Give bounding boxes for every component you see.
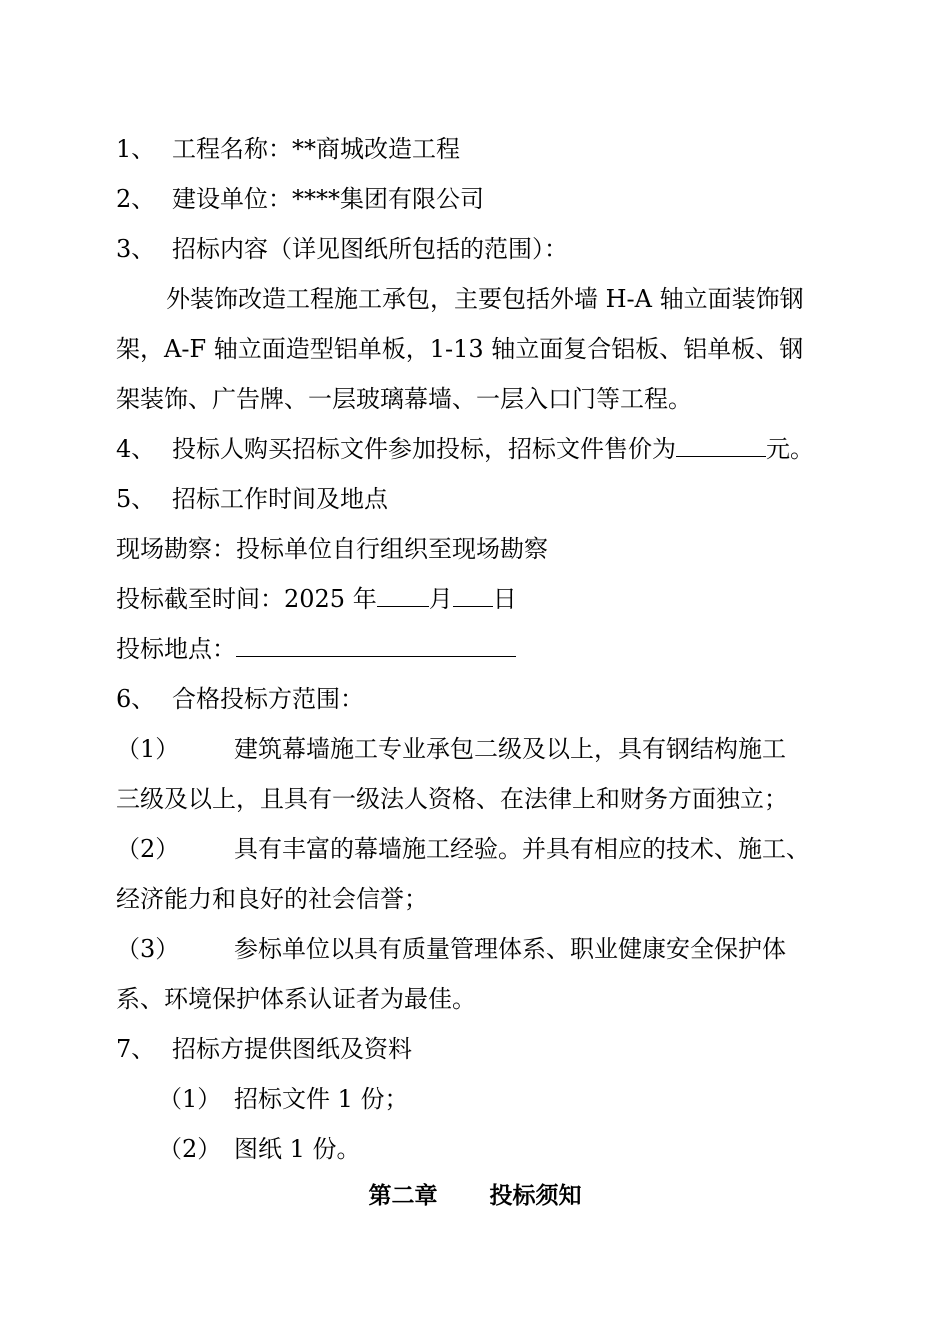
sub-number: （3） bbox=[116, 935, 180, 963]
item-text: 建设单位：****集团有限公司 bbox=[172, 185, 484, 213]
deadline-prefix: 投标截至时间：2025 年 bbox=[116, 585, 377, 613]
place-blank bbox=[236, 634, 516, 657]
item-text: 招标方提供图纸及资料 bbox=[172, 1035, 412, 1063]
chapter-number: 第二章 bbox=[368, 1183, 438, 1209]
price-blank bbox=[676, 434, 766, 457]
item-number: 5、 bbox=[116, 485, 156, 513]
item-text-suffix: 元。 bbox=[766, 435, 814, 463]
item-number: 7、 bbox=[116, 1035, 156, 1063]
item-text: 投标人购买招标文件参加投标，招标文件售价为 bbox=[172, 435, 676, 463]
sub-number: （2） bbox=[116, 835, 180, 863]
item-number: 6、 bbox=[116, 685, 156, 713]
item-number: 4、 bbox=[116, 435, 156, 463]
item-number: 3、 bbox=[116, 235, 156, 263]
day-blank bbox=[453, 584, 493, 607]
sub-number: （2） bbox=[158, 1135, 222, 1163]
chapter-heading bbox=[0, 1181, 950, 1211]
item-text: 工程名称：**商城改造工程 bbox=[172, 135, 460, 163]
item-text: 合格投标方范围： bbox=[172, 685, 364, 713]
chapter-title: 投标须知 bbox=[489, 1183, 582, 1209]
sub-number: （1） bbox=[116, 735, 180, 763]
item-number: 1、 bbox=[116, 135, 156, 163]
place-label: 投标地点： bbox=[116, 635, 236, 663]
item-text: 招标内容（详见图纸所包括的范围）： bbox=[172, 235, 568, 263]
month-blank bbox=[377, 584, 429, 607]
sub-number: （1） bbox=[158, 1085, 222, 1113]
month-label: 月 bbox=[428, 585, 453, 613]
day-label: 日 bbox=[492, 585, 517, 613]
item-text: 招标工作时间及地点 bbox=[172, 485, 388, 513]
item-number: 2、 bbox=[116, 185, 156, 213]
